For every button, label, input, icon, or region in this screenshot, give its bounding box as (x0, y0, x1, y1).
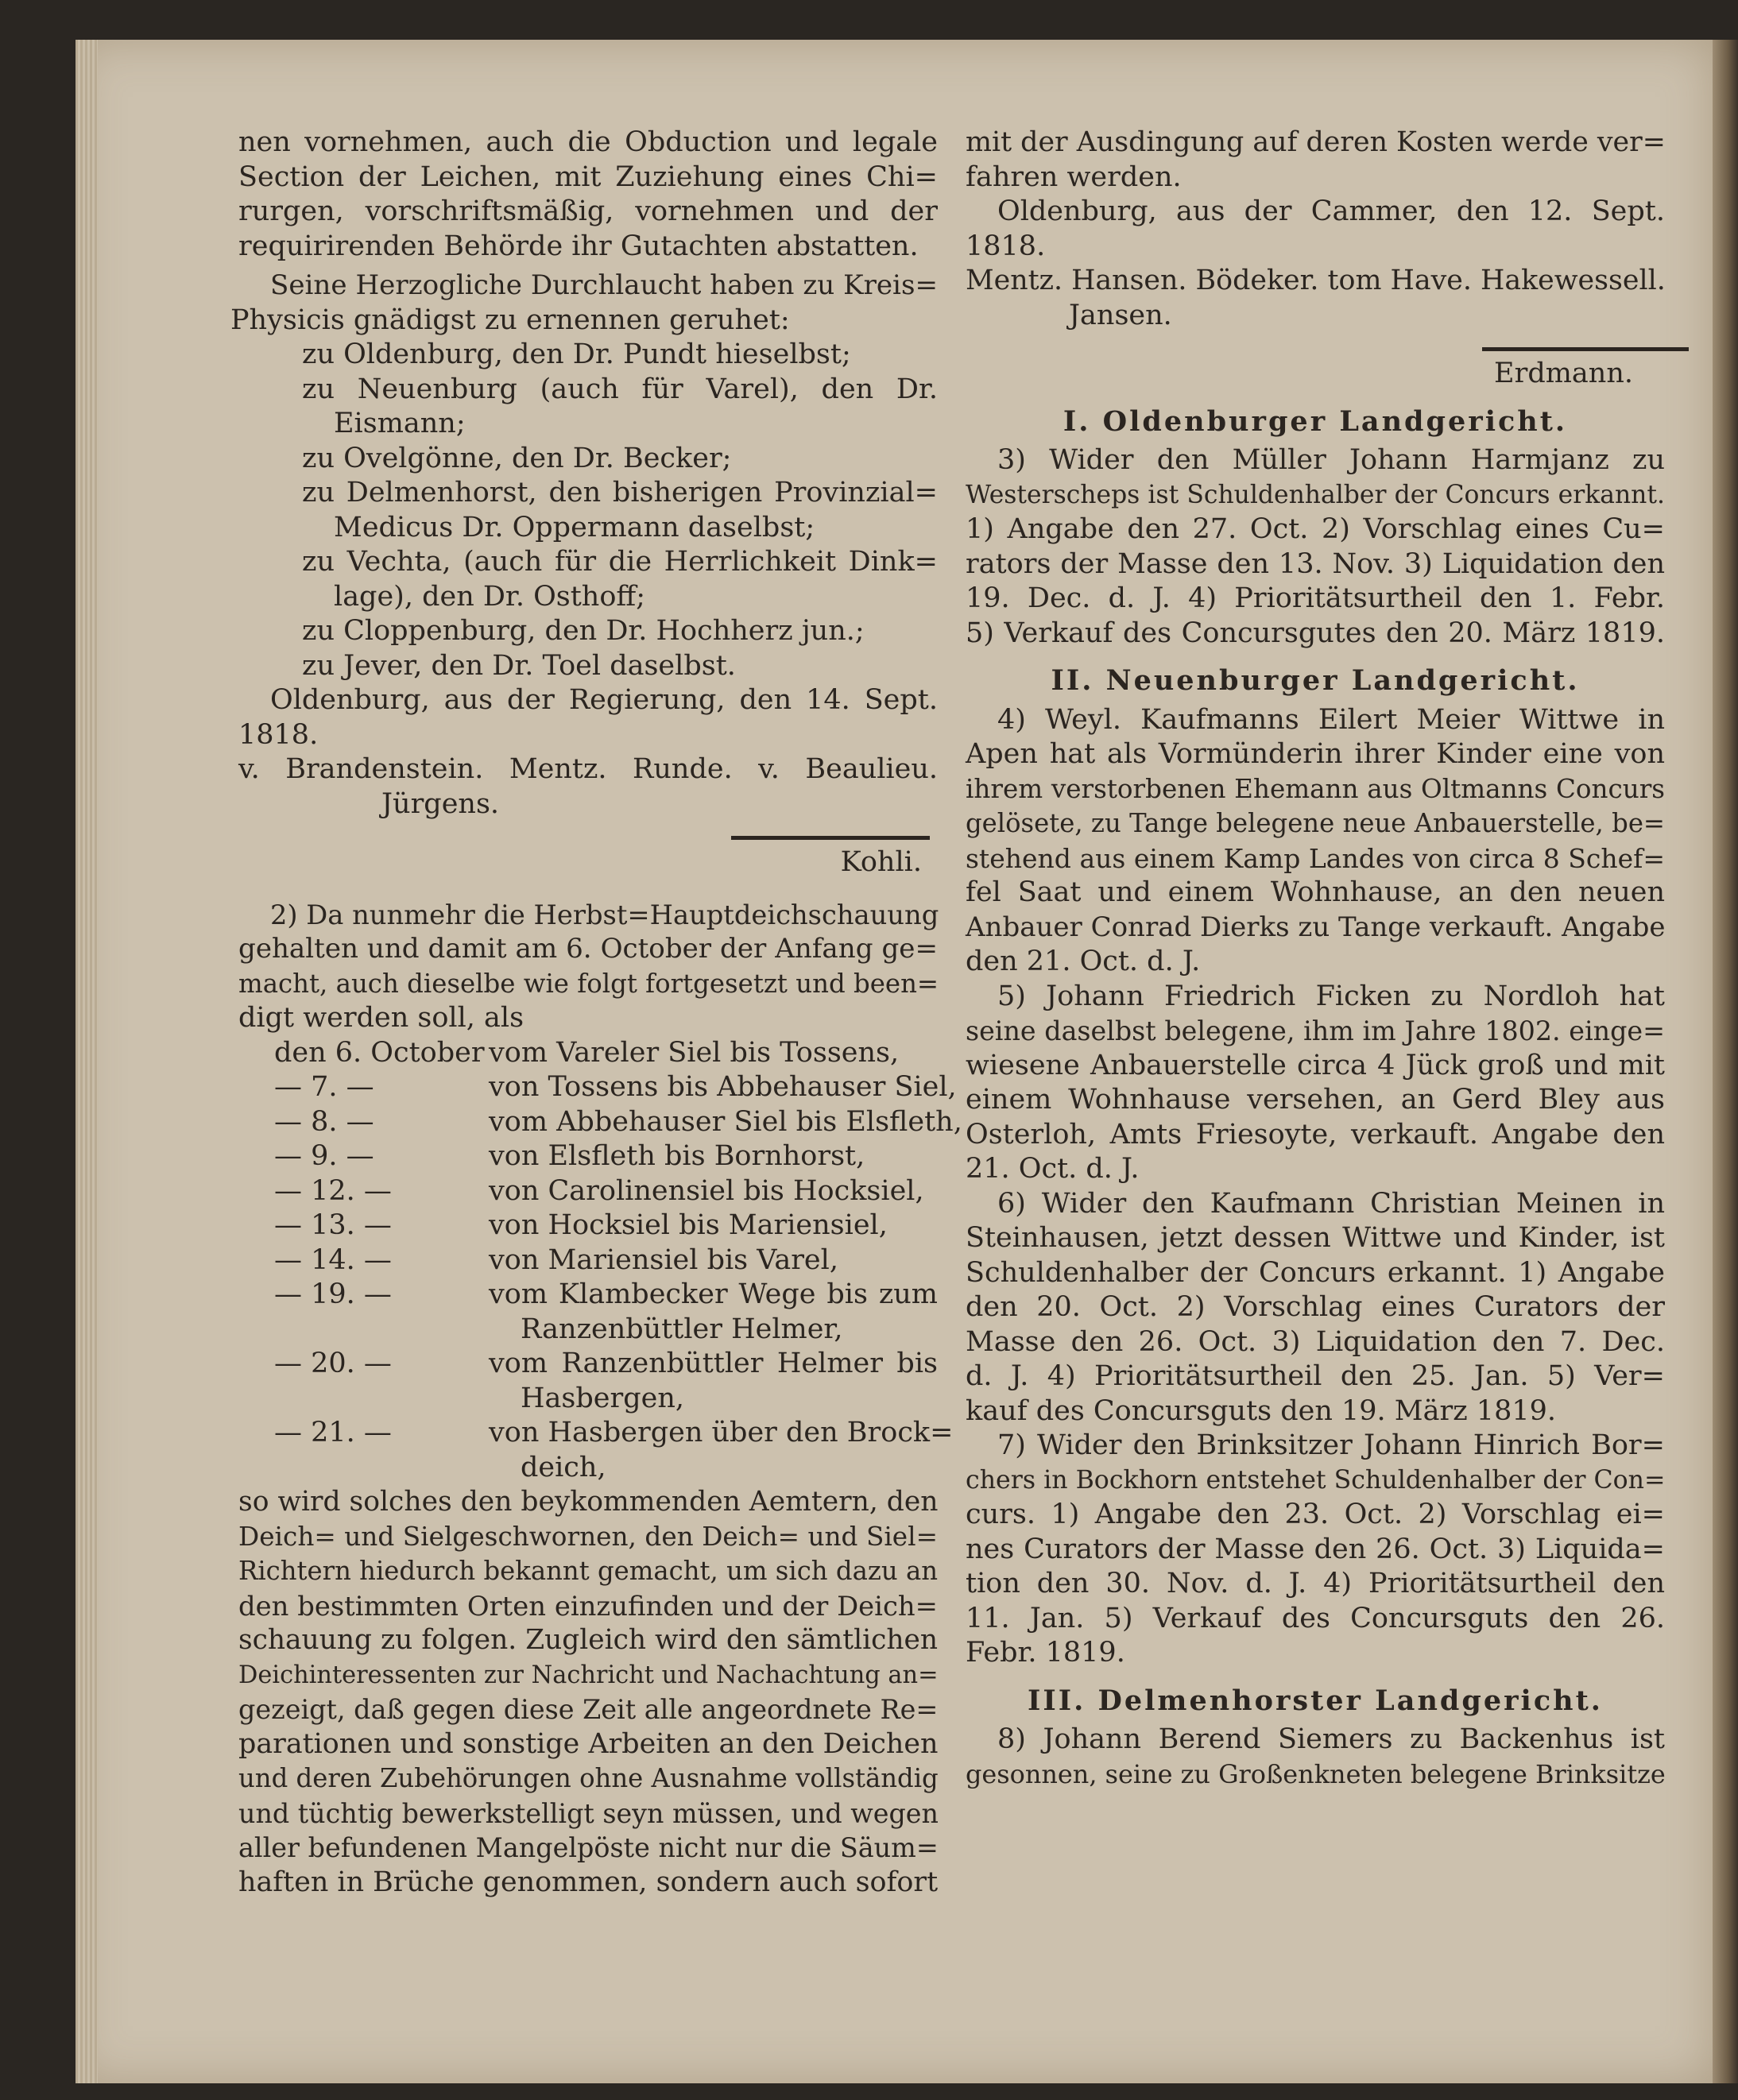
schedule-row (274, 1416, 954, 1451)
schedule-route-cont: Ranzenbüttler Helmer, (521, 1313, 843, 1345)
list-item: zu Vechta, (auch für die Herrlichkeit Dink= (302, 546, 938, 578)
page-stack-edge (75, 40, 98, 2083)
schedule-row (274, 1243, 938, 1278)
schedule-route: vom Klambecker Wege bis zum (489, 1278, 938, 1310)
schedule-row (274, 1070, 957, 1105)
text-line: 1) Angabe den 27. Oct. 2) Vorschlag eines Cu= (966, 513, 1665, 545)
schedule-route: von Hasbergen über den Brock= (489, 1417, 954, 1448)
schedule-date: — 20. — (274, 1348, 392, 1379)
schedule-row (274, 1209, 938, 1243)
text-line: 4) Weyl. Kaufmanns Eilert Meier Wittwe in (997, 703, 1665, 736)
text-line: Schuldenhalber der Concurs erkannt. 1) Angabe (966, 1256, 1665, 1289)
signatory: Jansen. (1069, 299, 1172, 331)
text-line: 1818. (238, 718, 319, 751)
left-signoff (238, 683, 938, 822)
text-line: 5) Verkauf des Concursgutes den 20. März 1819. (966, 617, 1665, 649)
text-line: wiesene Anbauerstelle circa 4 Jück groß und mit (966, 1049, 1665, 1081)
schedule-date: — 19. — (274, 1278, 392, 1310)
text-line: chers in Bockhorn entstehet Schuldenhalber der Con= (966, 1465, 1666, 1495)
list-item: zu Cloppenburg, den Dr. Hochherz jun.; (302, 615, 865, 647)
text-line: gehalten und damit am 6. October der Anfang ge= (238, 933, 938, 965)
text-line: curs. 1) Angabe den 23. Oct. 2) Vorschlag ei= (966, 1499, 1665, 1530)
schedule-date: — 13. — (274, 1209, 392, 1241)
text-line: mit der Ausdingung auf deren Kosten werde ver= (966, 126, 1666, 158)
schedule-date: — 21. — (274, 1417, 392, 1448)
list-item: lage), den Dr. Osthoff; (334, 580, 646, 613)
text-line: nes Curators der Masse den 26. Oct. 3) Liquida= (966, 1533, 1665, 1565)
signatories: Mentz. Hansen. Bödeker. tom Have. Hakewessell. (966, 265, 1666, 296)
schedule-route: von Elsfleth bis Bornhorst, (489, 1140, 865, 1172)
signatory: Jürgens. (381, 787, 500, 820)
text-line: Masse den 26. Oct. 3) Liquidation den 7. Dec. (966, 1325, 1665, 1358)
schedule-route: von Carolinensiel bis Hocksiel, (489, 1174, 924, 1207)
text-line: Oldenburg, aus der Regierung, den 14. Sept. (270, 684, 938, 716)
text-line: 21. Oct. d. J. (966, 1153, 1140, 1185)
physici-list (238, 338, 938, 683)
text-line: den 21. Oct. d. J. (966, 946, 1201, 977)
schedule-row (274, 1174, 938, 1209)
text-line: gelösete, zu Tange belegene neue Anbauerstelle, be= (966, 808, 1665, 838)
text-line: Richtern hiedurch bekannt gemacht, um sich dazu an (238, 1556, 938, 1586)
para-4 (966, 703, 1665, 980)
text-line: Physicis gnädigst zu ernennen geruhet: (230, 304, 790, 336)
text-line: den bestimmten Orten einzufinden und der Deich= (238, 1590, 938, 1622)
text-line: 7) Wider den Brinksitzer Johann Hinrich Bor= (997, 1429, 1665, 1461)
para-5 (966, 980, 1665, 1187)
text-line: einem Wohnhause versehen, an Gerd Bley aus (966, 1084, 1665, 1116)
text-line: 2) Da nunmehr die Herbst=Hauptdeichschauung (270, 899, 939, 930)
schedule-route: von Mariensiel bis Varel, (489, 1243, 838, 1276)
text-line: Section der Leichen, mit Zuziehung eines Chi= (238, 160, 938, 193)
text-line: kauf des Concursguts den 19. März 1819. (966, 1394, 1556, 1427)
text-line: Seine Herzogliche Durchlaucht haben zu Kreis= (270, 269, 938, 301)
section-heading: I. Oldenburger Landgericht. (1063, 404, 1568, 438)
text-line: 19. Dec. d. J. 4) Prioritätsurtheil den 1. Febr. (966, 582, 1665, 614)
countersign: Kohli. (840, 846, 922, 878)
text-line: 6) Wider den Kaufmann Christian Meinen in (997, 1187, 1665, 1220)
text-line: gesonnen, seine zu Großenkneten belegene Brinksitze (966, 1758, 1666, 1789)
left-block3 (238, 898, 938, 1036)
list-item: zu Neuenburg (auch für Varel), den Dr. (302, 373, 938, 405)
text-line: und deren Zubehörungen ohne Ausnahme vollständig (238, 1763, 939, 1793)
text-line: aller befundenen Mangelpöste nicht nur die Säum= (238, 1832, 939, 1863)
text-line: nen vornehmen, auch die Obduction und legale (238, 126, 938, 158)
text-line: digt werden soll, als (238, 1002, 524, 1034)
text-line: seine daselbst belegene, ihm im Jahre 1802. einge= (966, 1015, 1665, 1046)
text-line: so wird solches den beykommenden Aemtern, den (238, 1486, 939, 1518)
text-line: requirirenden Behörde ihr Gutachten abstatten. (238, 230, 919, 262)
left-column (230, 126, 962, 1900)
schedule-date: — 8. — (274, 1105, 374, 1138)
text-line: Anbauer Conrad Dierks zu Tange verkauft. Angabe (966, 911, 1666, 943)
schedule-row (274, 1278, 938, 1313)
list-item: zu Ovelgönne, den Dr. Becker; (302, 442, 732, 474)
right-column (966, 126, 1665, 1792)
schedule-date: — 14. — (274, 1243, 392, 1276)
text-line: 8) Johann Berend Siemers zu Backenhus ist (997, 1723, 1665, 1755)
text-line: rurgen, vorschriftsmäßig, vornehmen und der (238, 195, 938, 227)
schedule-route-cont: Hasbergen, (521, 1382, 684, 1414)
section1-body (966, 443, 1665, 651)
list-item: Eismann; (334, 408, 466, 439)
text-line: 3) Wider den Müller Johann Harmjanz zu (997, 444, 1665, 476)
text-line: ihrem verstorbenen Ehemann aus Oltmanns Concurs (966, 773, 1665, 804)
signatories: v. Brandenstein. Mentz. Runde. v. Beaulieu. (238, 753, 938, 785)
text-line: 5) Johann Friedrich Ficken zu Nordloh hat (997, 980, 1665, 1012)
left-block1 (238, 126, 938, 264)
text-line: parationen und sonstige Arbeiten an den Deichen (238, 1727, 939, 1760)
right-signoff (966, 195, 1665, 333)
text-line: stehend aus einem Kamp Landes von circa 8 Schef= (966, 842, 1665, 874)
schedule-date: — 7. — (274, 1071, 374, 1103)
book-binding-edge (1713, 40, 1738, 2083)
text-line: fel Saat und einem Wohnhause, an den neuen (966, 876, 1665, 908)
text-line: macht, auch dieselbe wie folgt fortgesetzt und been= (238, 968, 939, 999)
schedule-route: vom Abbehauser Siel bis Elsfleth, (489, 1105, 962, 1138)
schedule-route: von Hocksiel bis Mariensiel, (489, 1209, 888, 1241)
text-line: schauung zu folgen. Zugleich wird den sämtlichen (238, 1624, 938, 1656)
schedule-row (274, 1139, 938, 1174)
schedule-date: — 9. — (274, 1140, 374, 1172)
text-line: Deich= und Sielgeschwornen, den Deich= und Siel= (238, 1521, 938, 1552)
schedule-date: — 12. — (274, 1174, 392, 1207)
section-heading: II. Neuenburger Landgericht. (1051, 664, 1580, 697)
section-heading: III. Delmenhorster Landgericht. (1028, 1684, 1603, 1717)
dike-schedule (238, 1036, 962, 1486)
text-line: 1818. (966, 230, 1046, 262)
text-line: und tüchtig bewerkstelligt seyn müssen, und wegen (238, 1797, 939, 1829)
text-line: Osterloh, Amts Friesoyte, verkauft. Angabe den (966, 1118, 1665, 1151)
schedule-date: den 6. October (274, 1036, 485, 1069)
schedule-row (274, 1036, 938, 1071)
text-line: Oldenburg, aus der Cammer, den 12. Sept. (997, 195, 1665, 227)
para-7 (966, 1429, 1665, 1671)
text-line: d. J. 4) Prioritätsurtheil den 25. Jan. 5) Ver= (966, 1360, 1665, 1392)
schedule-row (274, 1105, 962, 1140)
text-line: tion den 30. Nov. d. J. 4) Prioritätsurtheil den (966, 1568, 1665, 1599)
list-item: zu Delmenhorst, den bisherigen Provinzial= (302, 477, 938, 509)
para-6 (966, 1187, 1665, 1429)
text-line: rators der Masse den 13. Nov. 3) Liquidation den (966, 547, 1665, 580)
countersign: Erdmann. (1494, 358, 1633, 389)
text-line: Deichinteressenten zur Nachricht und Nachachtung an= (238, 1661, 939, 1689)
text-line: Febr. 1819. (966, 1637, 1125, 1669)
text-line: fahren werden. (966, 160, 1182, 193)
right-block1 (966, 126, 1665, 195)
divider (1482, 347, 1689, 351)
schedule-route-cont: deich, (521, 1451, 606, 1483)
text-line: 11. Jan. 5) Verkauf des Concursguts den 26. (966, 1602, 1665, 1634)
left-block4 (238, 1485, 938, 1900)
section3-body (966, 1723, 1665, 1792)
text-line: gezeigt, daß gegen diese Zeit alle angeordnete Re= (238, 1694, 939, 1725)
schedule-route: vom Vareler Siel bis Tossens, (489, 1036, 900, 1069)
list-item: zu Oldenburg, den Dr. Pundt hieselbst; (302, 338, 851, 370)
text-line: Steinhausen, jetzt dessen Wittwe und Kinder, ist (966, 1222, 1665, 1254)
left-block2 (230, 269, 938, 338)
schedule-row (274, 1347, 938, 1382)
text-line: Westerscheps ist Schuldenhalber der Concurs erkannt. (966, 480, 1665, 509)
schedule-route: von Tossens bis Abbehauser Siel, (489, 1071, 957, 1103)
divider (731, 836, 930, 840)
text-line: Apen hat als Vormünderin ihrer Kinder eine von (966, 738, 1665, 770)
list-item: Medicus Dr. Oppermann daselbst; (334, 511, 815, 543)
list-item: zu Jever, den Dr. Toel daselbst. (302, 649, 736, 682)
text-line: den 20. Oct. 2) Vorschlag eines Curators der (966, 1291, 1665, 1323)
schedule-route: vom Ranzenbüttler Helmer bis (489, 1348, 938, 1379)
text-line: haften in Brüche genommen, sondern auch sofort (238, 1866, 939, 1898)
